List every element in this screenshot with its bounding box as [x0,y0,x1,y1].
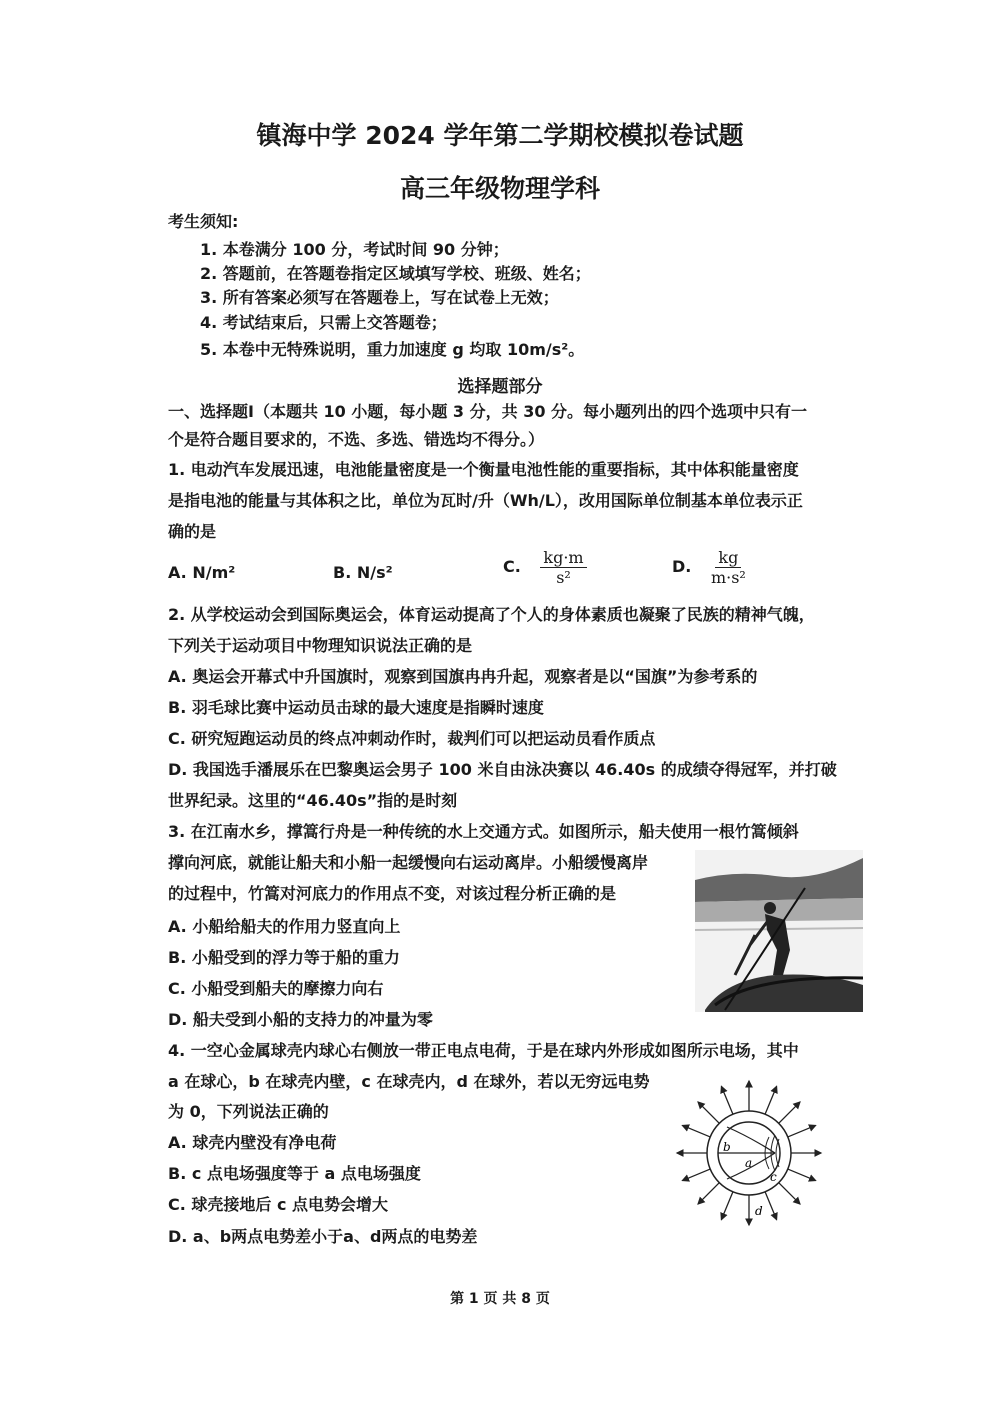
option: D. 船夫受到小船的支持力的冲量为零 [168,1010,433,1029]
field-line [779,1102,800,1123]
label-d: d [755,1204,763,1218]
notice-item: 3. 所有答案必须写在答题卷上，写在试卷上无效； [200,288,559,307]
question-text: 2. 从学校运动会到国际奥运会，体育运动提高了个人的身体素质也凝聚了民族的精神气魄， [168,605,815,624]
option: A. 奥运会开幕式中升国旗时，观察到国旗冉冉升起，观察者是以“国旗”为参考系的 [168,667,758,686]
option-c [503,548,587,587]
label-c: c [770,1170,777,1184]
section-title: 选择题部分 [457,377,543,397]
question-text: 的过程中，竹篙对河底力的作用点不变，对该过程分析正确的是 [168,884,617,903]
notice-item: 4. 考试结束后，只需上交答题卷； [200,313,447,332]
exam-subtitle: 高三年级物理学科 [399,174,600,203]
section-intro: 一、选择题Ⅰ（本题共 10 小题，每小题 3 分，共 30 分。每小题列出的四个选项中只有一 [168,402,808,421]
fraction [540,548,586,587]
option: A. 小船给船夫的作用力竖直向上 [168,917,401,936]
field-line [698,1183,719,1204]
option: 世界纪录。这里的“46.40s”指的是时刻 [168,791,458,810]
option: B. c 点电场强度等于 a 点电场强度 [168,1164,421,1183]
denominator: s² [556,568,571,587]
option-d [672,548,746,587]
numerator: kg [715,548,741,568]
question-text: 为 0，下列说法正确的 [168,1102,329,1121]
boatman-photo [695,850,863,1012]
field-line [765,1192,776,1220]
field-line [682,1125,710,1136]
field-line [721,1086,732,1114]
field-line [779,1183,800,1204]
option: B. 小船受到的浮力等于船的重力 [168,948,400,967]
question-text: 1. 电动汽车发展迅速，电池能量密度是一个衡量电池性能的重要指标，其中体积能量密度 [168,460,799,479]
option: D. a、b两点电势差小于a、d两点的电势差 [168,1227,478,1246]
question-text: 4. 一空心金属球壳内球心右侧放一带正电点电荷，于是在球内外形成如图所示电场，其中 [168,1041,799,1060]
numerator: kg·m [540,548,586,568]
question-text: 下列关于运动项目中物理知识说法正确的是 [168,636,473,655]
question-text: 撑向河底，就能让船夫和小船一起缓慢向右运动离岸。小船缓慢离岸 [168,853,649,872]
label-a: a [745,1156,753,1170]
page-number: 第 1 页 共 8 页 [450,1291,550,1307]
option: C. 小船受到船夫的摩擦力向右 [168,979,384,998]
question-text: a 在球心，b 在球壳内壁，c 在球壳内，d 在球外，若以无穷远电势 [168,1072,650,1091]
electric-field-diagram [665,1075,835,1235]
option-a: A. N/m² [168,563,236,582]
field-line [698,1102,719,1123]
field-line [682,1169,710,1180]
section-intro: 个是符合题目要求的，不选、多选、错选均不得分。） [168,430,545,449]
field-line [788,1125,816,1136]
option: C. 研究短跑运动员的终点冲刺动作时，裁判们可以把运动员看作质点 [168,729,656,748]
fraction [711,548,746,587]
question-text: 3. 在江南水乡，撑篙行舟是一种传统的水上交通方式。如图所示，船夫使用一根竹篙倾斜 [168,822,799,841]
field-line [765,1086,776,1114]
notice-item: 2. 答题前，在答题卷指定区域填写学校、班级、姓名； [200,264,591,283]
field-line [721,1192,732,1220]
option-label: C. [503,557,521,576]
notice-item: 1. 本卷满分 100 分，考试时间 90 分钟； [200,240,509,259]
option: C. 球壳接地后 c 点电势会增大 [168,1195,389,1214]
option: A. 球壳内壁没有净电荷 [168,1133,337,1152]
exam-title: 镇海中学 2024 学年第二学期校模拟卷试题 [256,121,744,150]
field-line [788,1169,816,1180]
notice-label: 考生须知: [168,212,239,231]
question-text: 确的是 [168,522,217,541]
denominator: m·s² [710,568,746,587]
option: D. 我国选手潘展乐在巴黎奥运会男子 100 米自由泳决赛以 46.40s 的成绩夺得冠军，并打破 [168,760,837,779]
label-b: b [723,1140,731,1154]
option: B. 羽毛球比赛中运动员击球的最大速度是指瞬时速度 [168,698,544,717]
notice-item: 5. 本卷中无特殊说明，重力加速度 g 均取 10m/s²。 [200,340,585,359]
question-text: 是指电池的能量与其体积之比，单位为瓦时/升（Wh/L），改用国际单位制基本单位表示正 [168,491,803,510]
option-label: D. [672,557,692,576]
option-b: B. N/s² [333,563,393,582]
